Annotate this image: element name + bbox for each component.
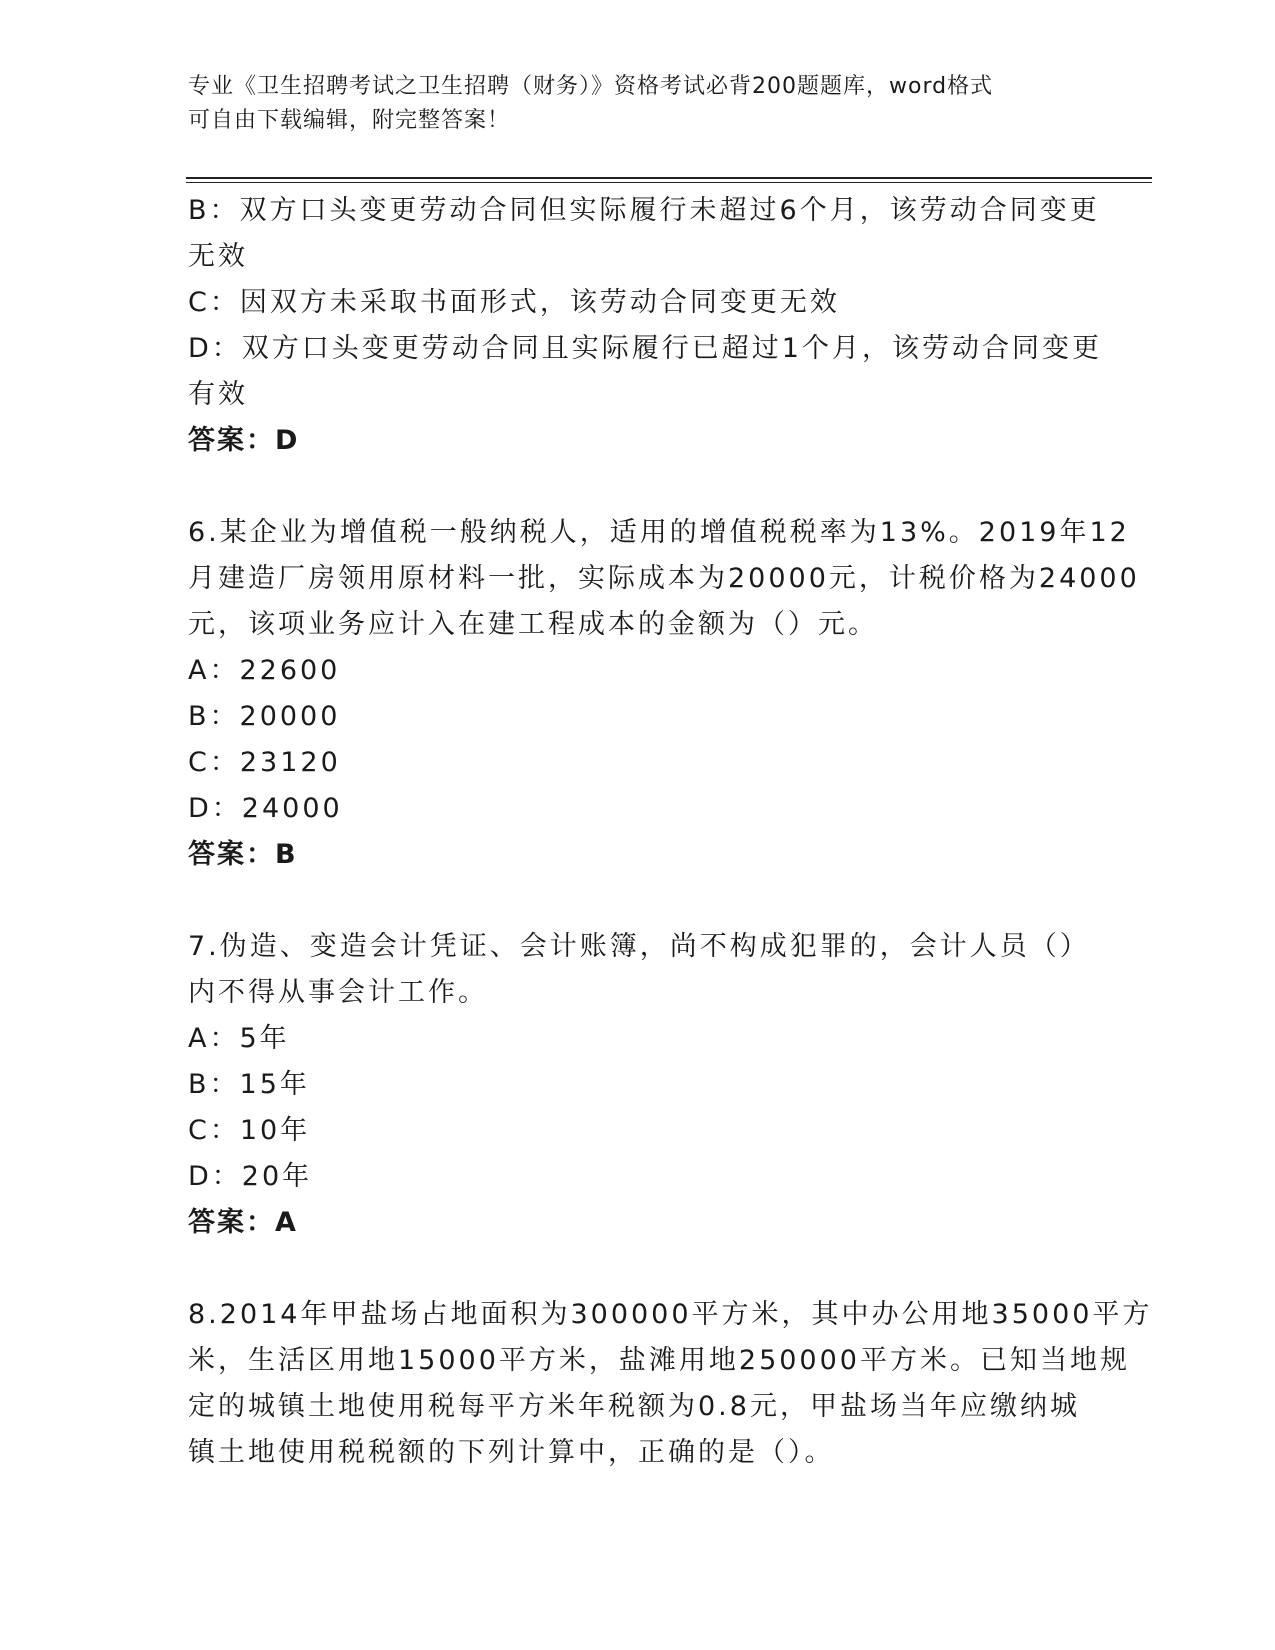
question-stem: 内不得从事会计工作。 (188, 977, 488, 1008)
question-8 (188, 1292, 1153, 1476)
header-rule-thick (186, 177, 1152, 179)
option-b: B：双方口头变更劳动合同但实际履行未超过6个月，该劳动合同变更 (188, 195, 1100, 226)
question-stem: 镇土地使用税税额的下列计算中，正确的是（）。 (188, 1437, 835, 1468)
option-b: B：20000 (188, 701, 341, 732)
option-c: C：23120 (188, 747, 341, 778)
question-stem: 8.2014年甲盐场占地面积为300000平方米，其中办公用地35000平方 (188, 1299, 1153, 1330)
answer: 答案：B (188, 839, 298, 870)
question-stem: 定的城镇土地使用税每平方米年税额为0.8元，甲盐场当年应缴纳城 (188, 1391, 1080, 1422)
header-rule-thin (186, 182, 1152, 183)
option-b-continued: 无效 (188, 241, 248, 272)
question-6 (188, 510, 1140, 878)
spacer (188, 878, 1108, 924)
question-stem: 月建造厂房领用原材料一批，实际成本为20000元，计税价格为24000 (188, 563, 1140, 594)
option-a: A：5年 (188, 1023, 290, 1054)
option-c: C：因双方未采取书面形式，该劳动合同变更无效 (188, 287, 840, 318)
document-body (188, 188, 1153, 1476)
question-stem: 7.伪造、变造会计凭证、会计账簿，尚不构成犯罪的，会计人员（） (188, 931, 1090, 962)
option-a: A：22600 (188, 655, 341, 686)
option-d-continued: 有效 (188, 379, 248, 410)
question-stem: 元，该项业务应计入在建工程成本的金额为（）元。 (188, 609, 878, 640)
option-b: B：15年 (188, 1069, 310, 1100)
page-header (188, 70, 1088, 138)
option-c: C：10年 (188, 1115, 311, 1146)
answer: 答案：D (188, 425, 300, 456)
question-stem: 米，生活区用地15000平方米，盐滩用地250000平方米。已知当地规 (188, 1345, 1130, 1376)
option-d: D：双方口头变更劳动合同且实际履行已超过1个月，该劳动合同变更 (188, 333, 1102, 364)
header-title-line2: 可自由下载编辑，附完整答案！ (188, 108, 511, 133)
option-d: D：24000 (188, 793, 343, 824)
question-5 (188, 188, 1108, 464)
question-7 (188, 924, 1108, 1246)
answer: 答案：A (188, 1207, 298, 1238)
question-stem: 6.某企业为增值税一般纳税人，适用的增值税税率为13%。2019年12 (188, 517, 1130, 548)
option-d: D：20年 (188, 1161, 313, 1192)
spacer (188, 464, 1108, 510)
header-title-line1: 专业《卫生招聘考试之卫生招聘（财务）》资格考试必背200题题库，word格式 (188, 74, 994, 99)
spacer (188, 1246, 1108, 1292)
